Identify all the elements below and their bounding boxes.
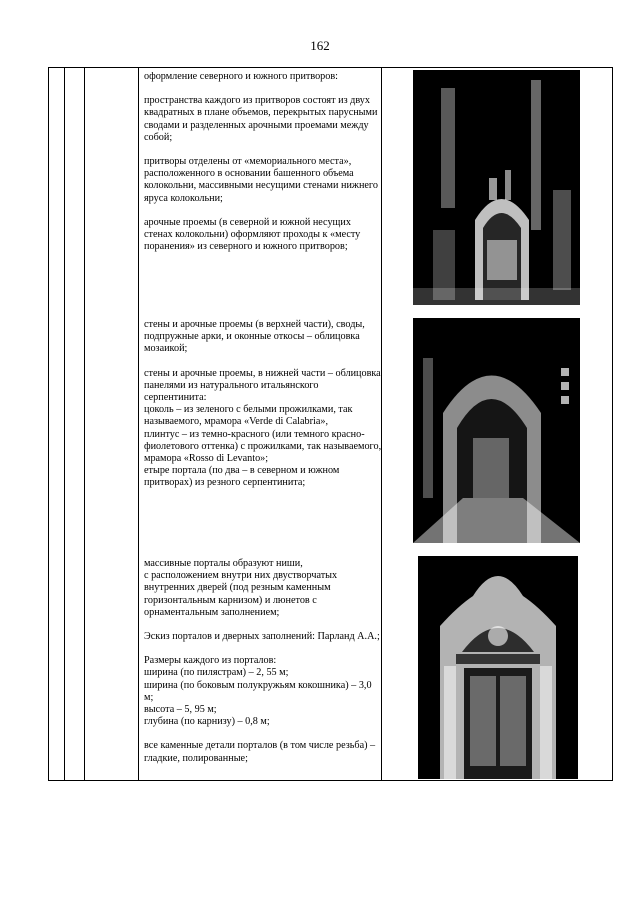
porch-interior-image xyxy=(413,318,580,543)
column-divider xyxy=(138,68,139,780)
paragraph: стены и арочные проемы (в верхней части), своды, подпружные арки, и оконные откосы – облицовка мозаикой; xyxy=(144,319,365,355)
paragraph: цоколь – из зеленого с белыми прожилками, так называемого, мрамора «Verde di Calabria», xyxy=(144,404,353,428)
paragraph: притворы отделены от «мемориального места», расположенного в основании башенного объема колокольни, массивными несущими стенами нижнего яруса колокольни; xyxy=(144,156,378,204)
carved-portal-image xyxy=(418,556,578,779)
carved-portal-photo xyxy=(418,556,578,779)
north-porch-arch-image xyxy=(413,70,580,305)
paragraph: арочные проемы (в северной и южной несущих стенах колокольни) оформляют проходы к «месту поранения» из северного и южного притворов; xyxy=(144,216,361,253)
paragraph: массивные порталы образуют ниши, xyxy=(144,558,303,569)
paragraph: пространства каждого из притворов состоят из двух квадратных в плане объемов, перекрытых парусными сводами и разделенных арочными проемами между собой; xyxy=(144,95,378,143)
text-block-portals xyxy=(144,558,382,765)
paragraph: Эскиз порталов и дверных заполнений: Парланд А.А.; xyxy=(144,631,380,643)
paragraph: глубина (по карнизу) – 0,8 м; xyxy=(144,716,270,728)
column-divider xyxy=(84,68,85,780)
description-table xyxy=(48,67,613,781)
paragraph: оформление северного и южного притворов: xyxy=(144,71,339,82)
paragraph: ширина (по боковым полукружьям кокошника) – 3,0 м; xyxy=(144,679,372,703)
text-block-porches xyxy=(144,71,382,265)
north-porch-arch-photo xyxy=(413,70,580,305)
paragraph: плинтус – из темно-красного (или темного красно-фиолетового оттенка) с прожилками, так называемого, мрамора «Rosso di Levanto»; xyxy=(144,428,382,465)
paragraph: высота – 5, 95 м; xyxy=(144,704,217,716)
paragraph: с расположением внутри них двустворчатых внутренних дверей (под резным каменным горизонтальным карнизом) и люнетов с орнаментальным заполнением; xyxy=(144,570,338,618)
page-number: 162 xyxy=(310,38,330,53)
paragraph: стены и арочные проемы, в нижней части – облицовка панелями из натурального итальянского серпентинита: xyxy=(144,367,381,404)
text-block-cladding xyxy=(144,319,382,490)
column-divider xyxy=(64,68,65,780)
paragraph: все каменные детали порталов (в том числе резьба) – гладкие, полированные; xyxy=(144,740,376,764)
paragraph: ширина (по пилястрам) – 2, 55 м; xyxy=(144,667,289,679)
paragraph: Размеры каждого из порталов: xyxy=(144,655,277,667)
paragraph: етыре портала (по два – в северном и южном притворах) из резного серпентинита; xyxy=(144,465,340,489)
porch-interior-photo xyxy=(413,318,580,543)
